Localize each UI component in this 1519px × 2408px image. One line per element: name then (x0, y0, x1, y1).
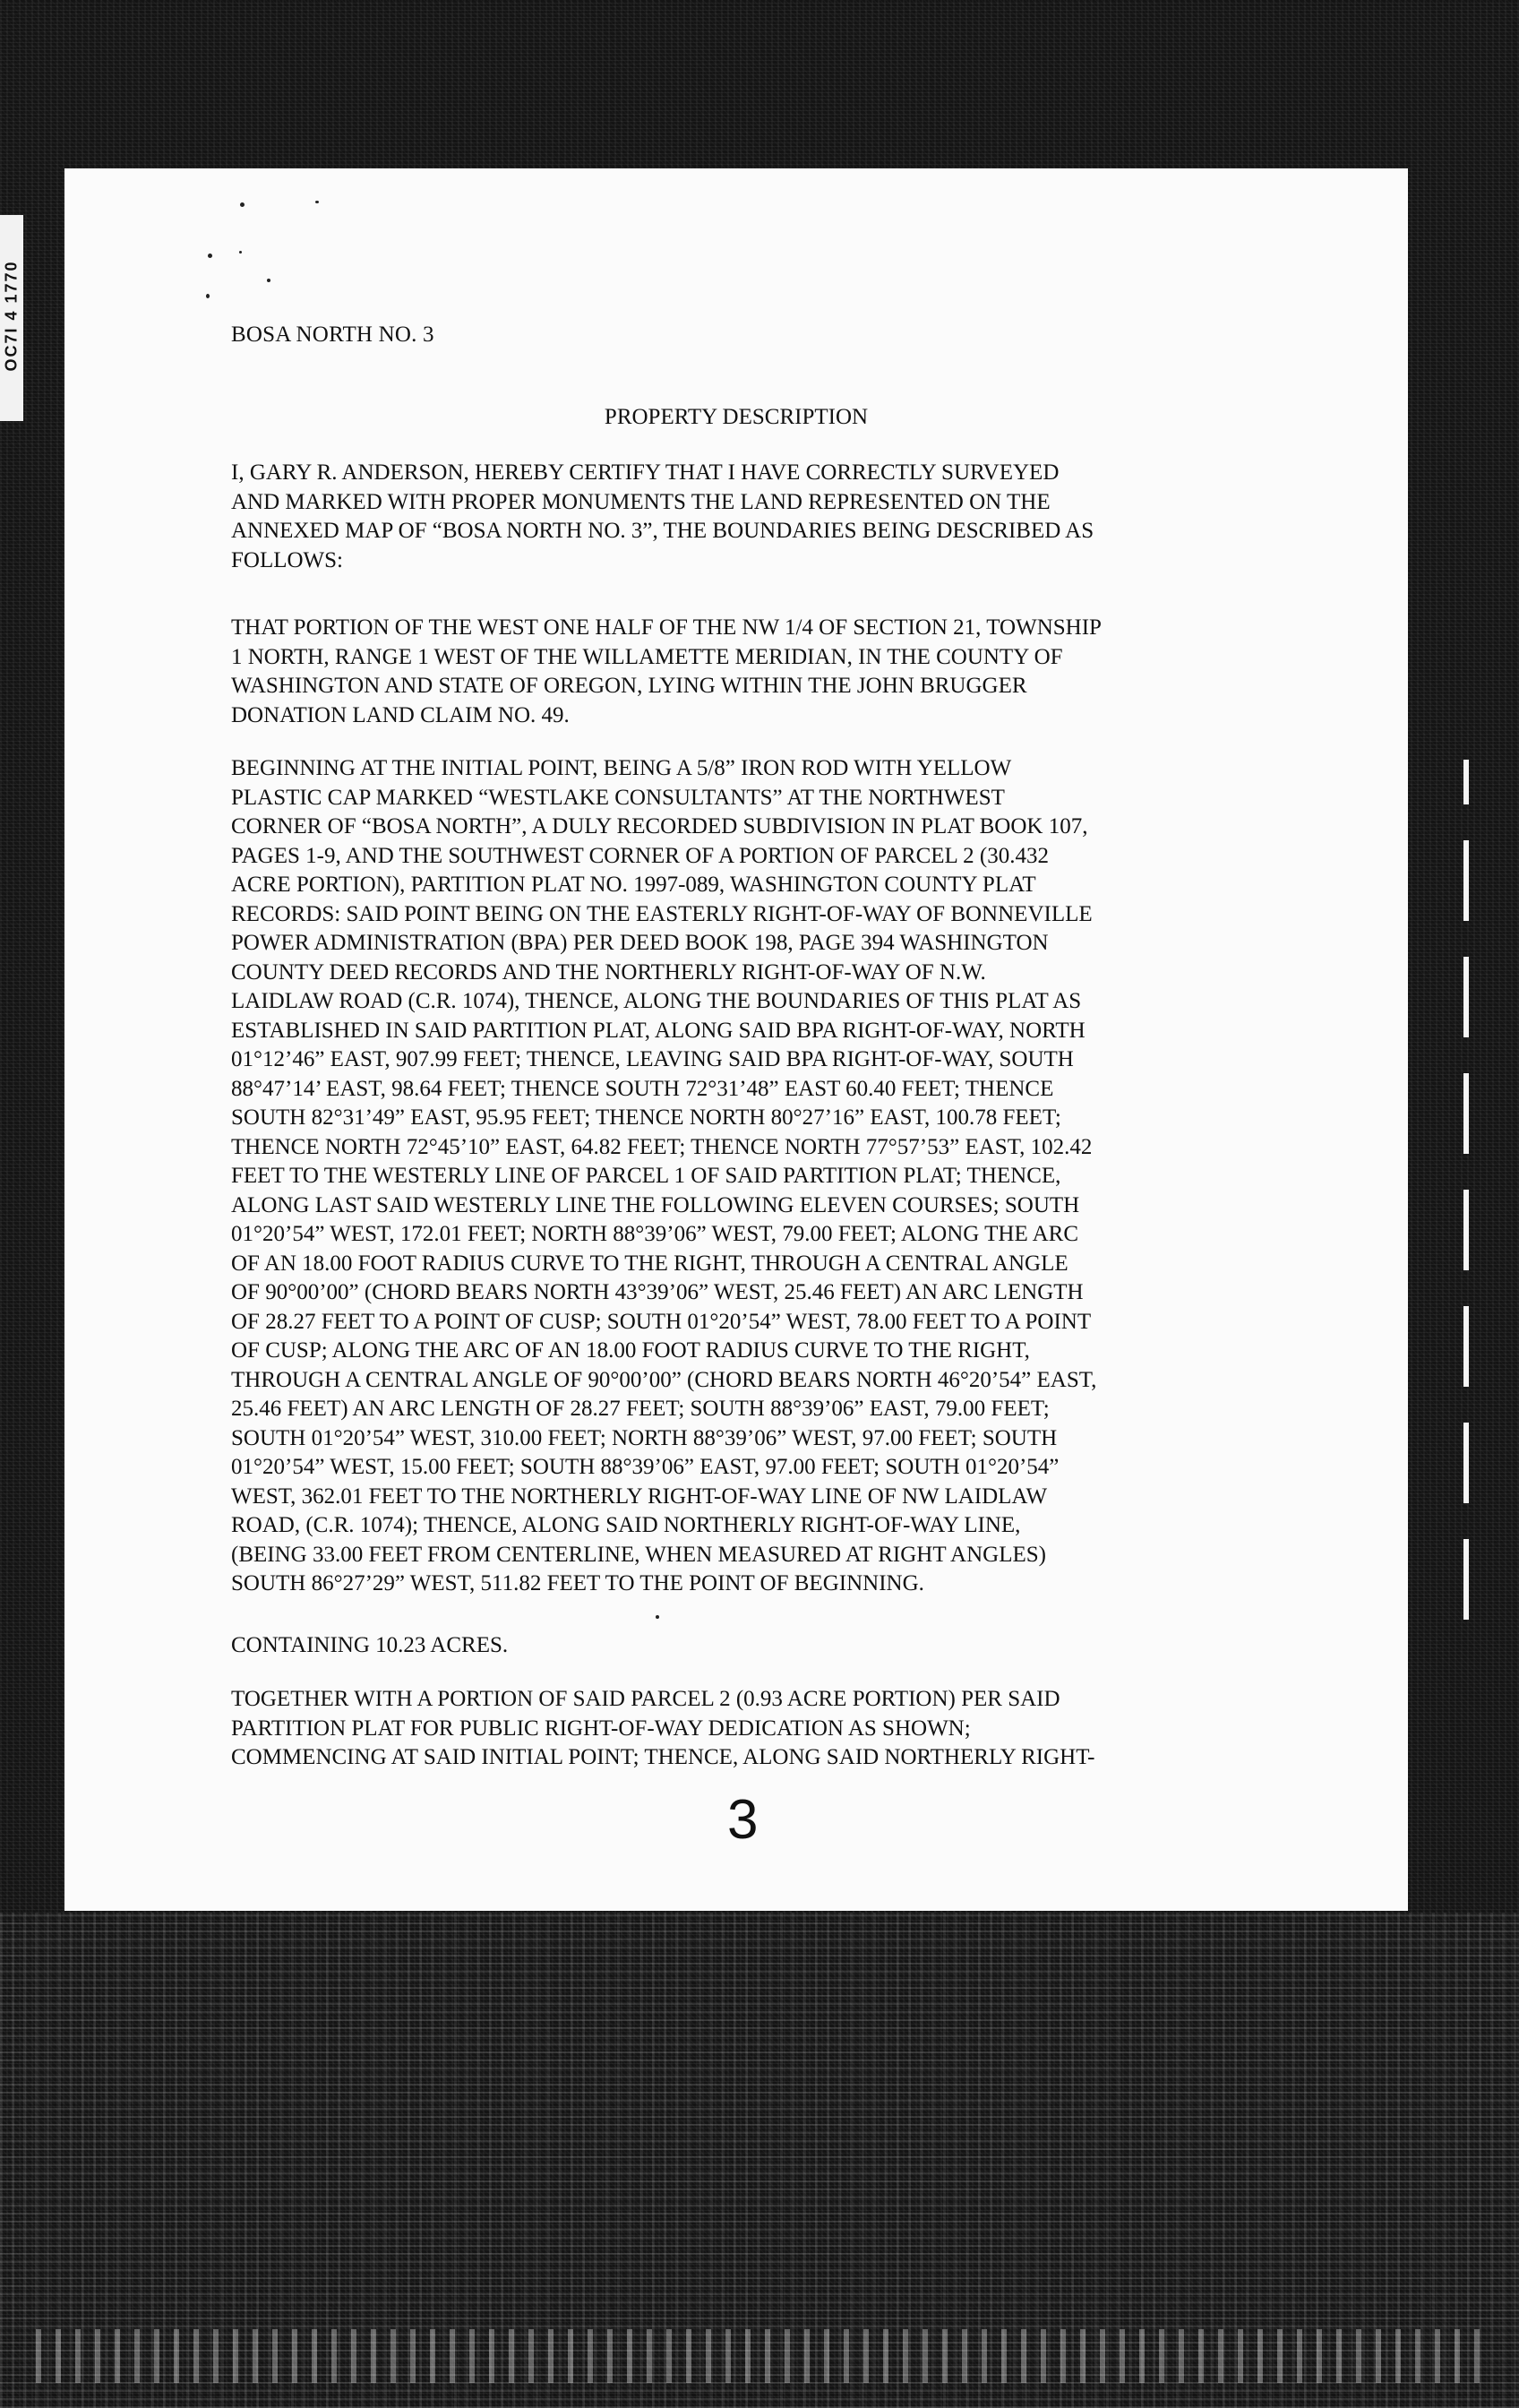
text-line: POWER ADMINISTRATION (BPA) PER DEED BOOK 198, PAGE 394 WASHINGTON (231, 931, 1049, 955)
text-line: THENCE NORTH 72°45’10” EAST, 64.82 FEET; THENCE NORTH 77°57’53” EAST, 102.42 (231, 1134, 1093, 1159)
text-line: RECORDS: SAID POINT BEING ON THE EASTERLY RIGHT-OF-WAY OF BONNEVILLE (231, 901, 1093, 926)
scan-speck (656, 1615, 659, 1619)
text-line: OF AN 18.00 FOOT RADIUS CURVE TO THE RIGHT, THROUGH A CENTRAL ANGLE (231, 1251, 1068, 1276)
text-line: ROAD, (C.R. 1074); THENCE, ALONG SAID NORTHERLY RIGHT-OF-WAY LINE, (231, 1513, 1021, 1537)
dedication-paragraph (231, 1685, 1270, 1773)
text-line: 01°20’54” WEST, 15.00 FEET; SOUTH 88°39’06” EAST, 97.00 FEET; SOUTH 01°20’54” (231, 1455, 1060, 1479)
text-line: (BEING 33.00 FEET FROM CENTERLINE, WHEN MEASURED AT RIGHT ANGLES) (231, 1542, 1046, 1567)
text-line: 01°12’46” EAST, 907.99 FEET; THENCE, LEAVING SAID BPA RIGHT-OF-WAY, SOUTH (231, 1047, 1074, 1071)
document-title: BOSA NORTH NO. 3 (231, 322, 434, 347)
text-line: CONTAINING 10.23 ACRES. (231, 1633, 509, 1657)
text-line: 1 NORTH, RANGE 1 WEST OF THE WILLAMETTE MERIDIAN, IN THE COUNTY OF (231, 644, 1063, 669)
text-line: ESTABLISHED IN SAID PARTITION PLAT, ALONG SAID BPA RIGHT-OF-WAY, NORTH (231, 1018, 1086, 1043)
scan-speck (240, 202, 245, 207)
text-line: LAIDLAW ROAD (C.R. 1074), THENCE, ALONG THE BOUNDARIES OF THIS PLAT AS (231, 989, 1082, 1013)
text-line: FEET TO THE WESTERLY LINE OF PARCEL 1 OF SAID PARTITION PLAT; THENCE, (231, 1164, 1061, 1188)
text-line: TOGETHER WITH A PORTION OF SAID PARCEL 2 (0.93 ACRE PORTION) PER SAID (231, 1687, 1060, 1711)
document-page (64, 168, 1408, 1911)
certification-paragraph (231, 459, 1270, 575)
text-line: OF 28.27 FEET TO A POINT OF CUSP; SOUTH 01°20’54” WEST, 78.00 FEET TO A POINT (231, 1309, 1092, 1334)
text-line: THAT PORTION OF THE WEST ONE HALF OF THE NW 1/4 OF SECTION 21, TOWNSHIP (231, 615, 1102, 640)
recording-stamp-text: OC7I 4 1770 (2, 260, 21, 372)
text-line: ALONG LAST SAID WESTERLY LINE THE FOLLOWING ELEVEN COURSES; SOUTH (231, 1192, 1080, 1217)
text-line: 01°20’54” WEST, 172.01 FEET; NORTH 88°39’06” WEST, 79.00 FEET; ALONG THE ARC (231, 1222, 1079, 1246)
text-line: ANNEXED MAP OF “BOSA NORTH NO. 3”, THE BOUNDARIES BEING DESCRIBED AS (231, 519, 1094, 543)
boundary-description-paragraph (231, 754, 1270, 1599)
scan-edge-marks (1463, 760, 1469, 1620)
acreage-paragraph (231, 1631, 1270, 1661)
text-line: DONATION LAND CLAIM NO. 49. (231, 702, 570, 727)
text-line: I, GARY R. ANDERSON, HEREBY CERTIFY THAT I HAVE CORRECTLY SURVEYED (231, 460, 1060, 485)
portion-paragraph (231, 614, 1270, 730)
scan-edge-strip (36, 2329, 1487, 2383)
text-line: OF 90°00’00” (CHORD BEARS NORTH 43°39’06” WEST, 25.46 FEET) AN ARC LENGTH (231, 1280, 1084, 1304)
section-heading: PROPERTY DESCRIPTION (604, 405, 869, 429)
text-line: ACRE PORTION), PARTITION PLAT NO. 1997-089, WASHINGTON COUNTY PLAT (231, 873, 1036, 897)
text-line: PAGES 1-9, AND THE SOUTHWEST CORNER OF A PORTION OF PARCEL 2 (30.432 (231, 843, 1049, 868)
text-line: SOUTH 01°20’54” WEST, 310.00 FEET; NORTH 88°39’06” WEST, 97.00 FEET; SOUTH (231, 1425, 1058, 1450)
text-line: AND MARKED WITH PROPER MONUMENTS THE LAND REPRESENTED ON THE (231, 489, 1051, 514)
text-line: CORNER OF “BOSA NORTH”, A DULY RECORDED SUBDIVISION IN PLAT BOOK 107, (231, 814, 1088, 838)
text-line: SOUTH 86°27’29” WEST, 511.82 FEET TO THE POINT OF BEGINNING. (231, 1571, 924, 1595)
text-line: WEST, 362.01 FEET TO THE NORTHERLY RIGHT-OF-WAY LINE OF NW LAIDLAW (231, 1484, 1048, 1509)
text-line: PARTITION PLAT FOR PUBLIC RIGHT-OF-WAY DEDICATION AS SHOWN; (231, 1716, 971, 1741)
scan-speck (208, 254, 212, 258)
text-line: PLASTIC CAP MARKED “WESTLAKE CONSULTANTS” AT THE NORTHWEST (231, 785, 1005, 810)
text-line: WASHINGTON AND STATE OF OREGON, LYING WITHIN THE JOHN BRUGGER (231, 674, 1027, 698)
text-line: COUNTY DEED RECORDS AND THE NORTHERLY RIGHT-OF-WAY OF N.W. (231, 959, 986, 985)
text-line: 25.46 FEET) AN ARC LENGTH OF 28.27 FEET; SOUTH 88°39’06” EAST, 79.00 FEET; (231, 1397, 1050, 1421)
text-line: 88°47’14’ EAST, 98.64 FEET; THENCE SOUTH 72°31’48” EAST 60.40 FEET; THENCE (231, 1076, 1054, 1101)
text-line: COMMENCING AT SAID INITIAL POINT; THENCE, ALONG SAID NORTHERLY RIGHT- (231, 1745, 1095, 1769)
scan-speck (267, 279, 270, 282)
text-line: SOUTH 82°31’49” EAST, 95.95 FEET; THENCE NORTH 80°27’16” EAST, 100.78 FEET; (231, 1105, 1061, 1130)
page-number: 3 (727, 1789, 759, 1851)
text-line: BEGINNING AT THE INITIAL POINT, BEING A 5/8” IRON ROD WITH YELLOW (231, 756, 1012, 780)
scan-speck (315, 201, 319, 203)
text-line: FOLLOWS: (231, 547, 343, 572)
text-line: THROUGH A CENTRAL ANGLE OF 90°00’00” (CHORD BEARS NORTH 46°20’54” EAST, (231, 1367, 1097, 1392)
scan-speck (206, 294, 210, 298)
scan-speck (239, 251, 242, 254)
text-line: OF CUSP; ALONG THE ARC OF AN 18.00 FOOT RADIUS CURVE TO THE RIGHT, (231, 1338, 1030, 1363)
